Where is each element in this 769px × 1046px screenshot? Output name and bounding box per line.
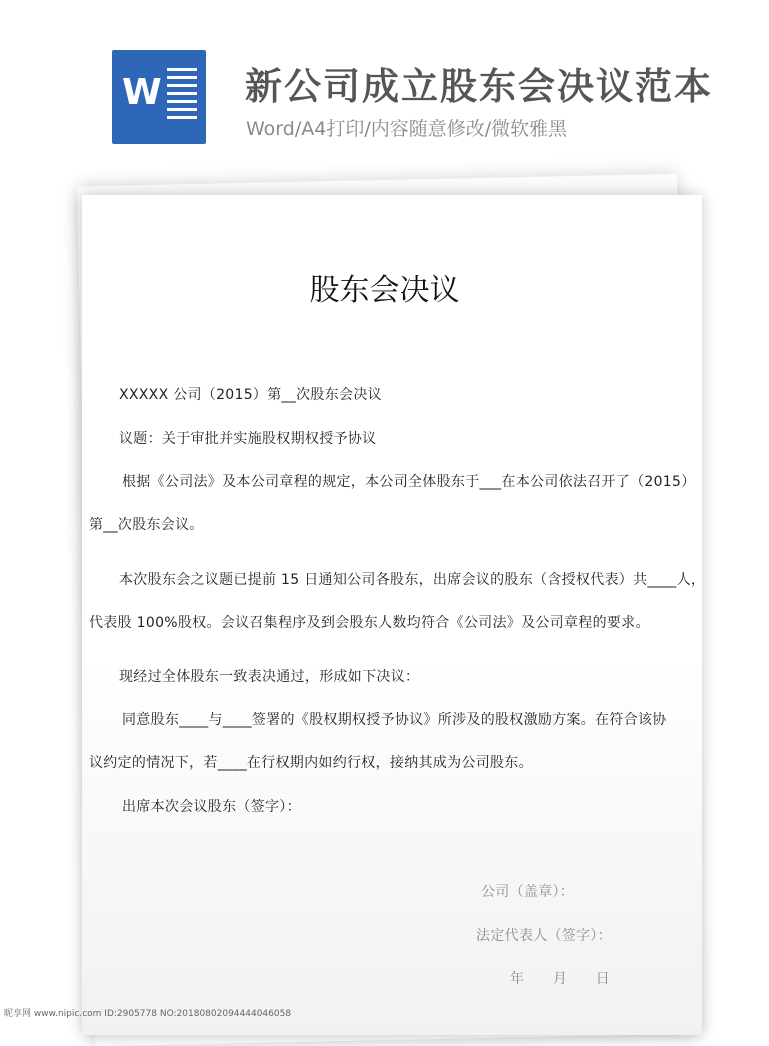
resolution-intro-line: 现经过全体股东一致表决通过，形成如下决议： [119, 669, 420, 685]
word-icon-letter: W [122, 72, 162, 113]
page-subtitle: Word/A4打印/内容随意修改/微软雅黑 [246, 118, 568, 140]
paragraph-1-line-1: 根据《公司法》及本公司章程的规定，本公司全体股东于___在本公司依法召开了（2015） [122, 474, 696, 490]
topic-line: 议题：关于审批并实施股权期权授予协议 [119, 431, 377, 447]
image-watermark: 昵享网 www.nipic.com ID:2905778 NO:20180802094444046058 [4, 1009, 292, 1019]
word-icon [112, 50, 206, 144]
resolution-line-1: 同意股东____与____签署的《股权期权授予协议》所涉及的股权激励方案。在符合该协 [122, 712, 667, 728]
company-seal-label: 公司（盖章）： [481, 884, 575, 900]
legal-rep-signature-label: 法定代表人（签字）： [476, 928, 612, 944]
paragraph-2-line-2: 代表股 100%股权。会议召集程序及到会股东人数均符合《公司法》及公司章程的要求。 [89, 615, 650, 631]
resolution-number-line: XXXXX 公司（2015）第__次股东会决议 [119, 387, 382, 403]
resolution-line-2: 议约定的情况下，若____在行权期内如约行权，接纳其成为公司股东。 [89, 755, 533, 771]
paragraph-2-line-1: 本次股东会之议题已提前 15 日通知公司各股东，出席会议的股东（含授权代表）共____人， [119, 572, 706, 588]
shareholder-signature-line: 出席本次会议股东（签字）： [122, 799, 301, 815]
date-label: 年 月 日 [510, 971, 611, 987]
document-lines-icon [167, 68, 197, 124]
paragraph-1-line-2: 第__次股东会议。 [89, 517, 204, 533]
document-title: 股东会决议 [309, 273, 460, 308]
page-title: 新公司成立股东会决议范本 [245, 65, 713, 108]
